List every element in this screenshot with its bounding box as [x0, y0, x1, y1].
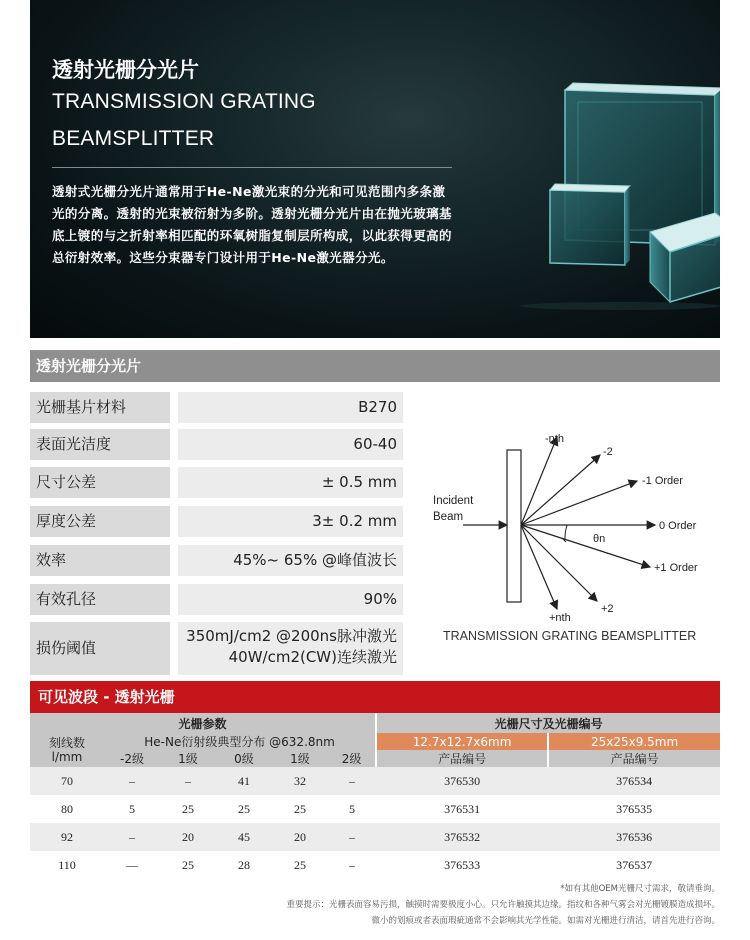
spec-label	[30, 467, 170, 498]
table-cell: 25	[160, 795, 216, 823]
label-zero-order: 0 Order	[659, 520, 697, 532]
hero-title-en-line2: BEAMSPLITTER	[52, 127, 215, 150]
table-cell: 110	[30, 851, 104, 879]
table-cell: 20	[160, 823, 216, 851]
spec-value-text: 3± 0.2 mm	[312, 512, 397, 530]
spec-value	[178, 392, 403, 423]
table-cell: 25	[216, 795, 272, 823]
table-cell: 45	[216, 823, 272, 851]
order-arrow	[521, 481, 637, 525]
spec-value-text: B270	[358, 398, 397, 416]
spec-label	[30, 584, 170, 615]
label-minus-nth: -nth	[545, 433, 564, 445]
spec-label-text: 厚度公差	[36, 512, 97, 530]
table-header-row	[30, 713, 720, 733]
order-header: 1级	[160, 750, 216, 767]
label-plus-2: +2	[601, 603, 614, 615]
spec-label	[30, 506, 170, 537]
spec-value	[178, 545, 403, 576]
order-arrow	[521, 455, 600, 525]
visible-section-header	[30, 681, 720, 713]
table-cell: 376536	[548, 823, 720, 851]
product-code-header: 产品编号	[376, 750, 548, 767]
spec-label-text: 效率	[36, 551, 67, 569]
spec-label	[30, 545, 170, 576]
spec-value-text: 40W/cm2(CW)连续激光	[228, 648, 397, 666]
table-cell: –	[160, 767, 216, 795]
table-cell: 5	[104, 795, 160, 823]
order-arrow	[521, 525, 650, 567]
spec-label	[30, 622, 170, 675]
spec-row-dimension-tolerance	[30, 467, 403, 498]
table-cell: 376535	[548, 795, 720, 823]
spec-value	[178, 622, 403, 675]
order-arrow	[521, 525, 597, 601]
spec-row-substrate	[30, 392, 403, 423]
table-cell: ––	[104, 851, 160, 879]
label-theta: θn	[593, 533, 606, 545]
spec-label	[30, 429, 170, 460]
spec-label-text: 表面光洁度	[36, 435, 112, 453]
grating-plate	[507, 450, 521, 602]
hero-description: 透射式光栅分光片通常用于He-Ne激光束的分光和可见范围内多条激光的分离。透射的光束被衍射为多阶。透射光栅分光片由在抛光玻璃基底上镀的与之折射率相匹配的环氧树脂复制层所构成，以此获得更高的总衍射效率。这些分束器专门设计用于He-Ne激光器分光。	[52, 184, 452, 265]
table-cell: –	[328, 767, 376, 795]
spec-value-text: ± 0.5 mm	[321, 473, 397, 491]
table-cell: 376537	[548, 851, 720, 879]
size-small-header: 12.7x12.7x6mm	[376, 733, 548, 750]
spec-row-thickness-tolerance	[30, 506, 403, 537]
table-cell: 28	[216, 851, 272, 879]
size-large-header: 25x25x9.5mm	[548, 733, 720, 750]
table-row	[30, 767, 720, 795]
footnote-oem: *如有其他OEM光栅尺寸需求，敬请垂询。	[560, 884, 720, 894]
spec-row-surface-quality	[30, 429, 403, 460]
table-cell: 5	[328, 795, 376, 823]
table-cell: 25	[160, 851, 216, 879]
spec-label-text: 光栅基片材料	[36, 398, 127, 416]
table-header-row	[30, 733, 720, 750]
footnotes	[286, 881, 720, 929]
spec-value-text: 90%	[363, 590, 397, 608]
table-cell: 376530	[376, 767, 548, 795]
table-cell: 92	[30, 823, 104, 851]
hero-title-en-line1: TRANSMISSION GRATING	[52, 90, 316, 113]
incident-label-line1: Incident	[433, 495, 474, 507]
table-cell: 32	[272, 767, 328, 795]
grating-table	[30, 713, 720, 879]
spec-value	[178, 584, 403, 615]
grating-params-header: 光栅参数	[30, 713, 376, 733]
order-header: -2级	[104, 750, 160, 767]
order-header: 0级	[216, 750, 272, 767]
footnote-warning: 重要提示：光栅表面容易污损，触摸时需要极度小心。只允许触摸其边缘。指纹和各种气雾会对光栅镀膜造成损坏。	[286, 900, 720, 910]
spec-section-header	[30, 350, 720, 382]
spec-value	[178, 429, 403, 460]
spec-label-text: 尺寸公差	[36, 473, 97, 491]
spec-row-clear-aperture	[30, 584, 403, 615]
footnote-cleaning: 微小的划痕或者表面瑕疵通常不会影响其光学性能。如需对光栅进行清洁，请首先进行咨询。	[371, 916, 720, 926]
table-cell: 376532	[376, 823, 548, 851]
order-arrow	[521, 525, 557, 609]
size-code-header: 光栅尺寸及光栅编号	[376, 713, 720, 733]
spec-value	[178, 506, 403, 537]
hero-banner	[30, 0, 720, 338]
table-row	[30, 795, 720, 823]
table-cell: 376531	[376, 795, 548, 823]
table-header-row	[30, 750, 720, 767]
table-cell: 376534	[548, 767, 720, 795]
table-cell: 376533	[376, 851, 548, 879]
spec-label	[30, 392, 170, 423]
product-code-header: 产品编号	[548, 750, 720, 767]
spec-value-text: 45%~ 65% @峰值波长	[233, 551, 397, 569]
spec-value-text: 350mJ/cm2 @200ns脉冲激光	[186, 627, 397, 645]
incident-label-line2: Beam	[433, 511, 464, 523]
visible-section-title: 可见波段 - 透射光栅	[38, 688, 175, 706]
table-cell: –	[328, 823, 376, 851]
spec-row-efficiency	[30, 545, 403, 576]
label-minus-1-order: -1 Order	[642, 475, 683, 487]
order-header: 1级	[272, 750, 328, 767]
label-plus-1-order: +1 Order	[654, 562, 698, 574]
diffraction-diagram	[425, 425, 720, 655]
table-cell: –	[104, 823, 160, 851]
table-cell: 20	[272, 823, 328, 851]
spec-value-text: 60-40	[353, 435, 397, 453]
label-plus-nth: +nth	[549, 612, 571, 624]
table-row	[30, 823, 720, 851]
label-minus-2: -2	[603, 446, 613, 458]
table-cell: –	[104, 767, 160, 795]
lines-per-mm-header: 刻线数 l/mm	[30, 733, 104, 767]
table-cell: 70	[30, 767, 104, 795]
order-arrow	[521, 437, 557, 525]
table-cell: –	[328, 851, 376, 879]
order-header: 2级	[328, 750, 376, 767]
spec-section-title: 透射光栅分光片	[36, 357, 142, 375]
spec-label-text: 损伤阈值	[36, 639, 97, 657]
theta-arc	[565, 525, 567, 540]
hero-title: 透射光栅分光片	[52, 58, 199, 82]
table-cell: 25	[272, 795, 328, 823]
table-cell: 80	[30, 795, 104, 823]
spec-label-text: 有效孔径	[36, 590, 97, 608]
order-distribution-header: He-Ne衍射级典型分布 @632.8nm	[104, 733, 376, 750]
spec-value	[178, 467, 403, 498]
table-cell: 25	[272, 851, 328, 879]
hero-divider	[52, 167, 452, 168]
glass-blocks-illustration	[510, 70, 720, 310]
spec-row-damage-threshold	[30, 622, 403, 675]
table-cell: 41	[216, 767, 272, 795]
diagram-caption: TRANSMISSION GRATING BEAMSPLITTER	[443, 629, 697, 643]
table-row	[30, 851, 720, 879]
